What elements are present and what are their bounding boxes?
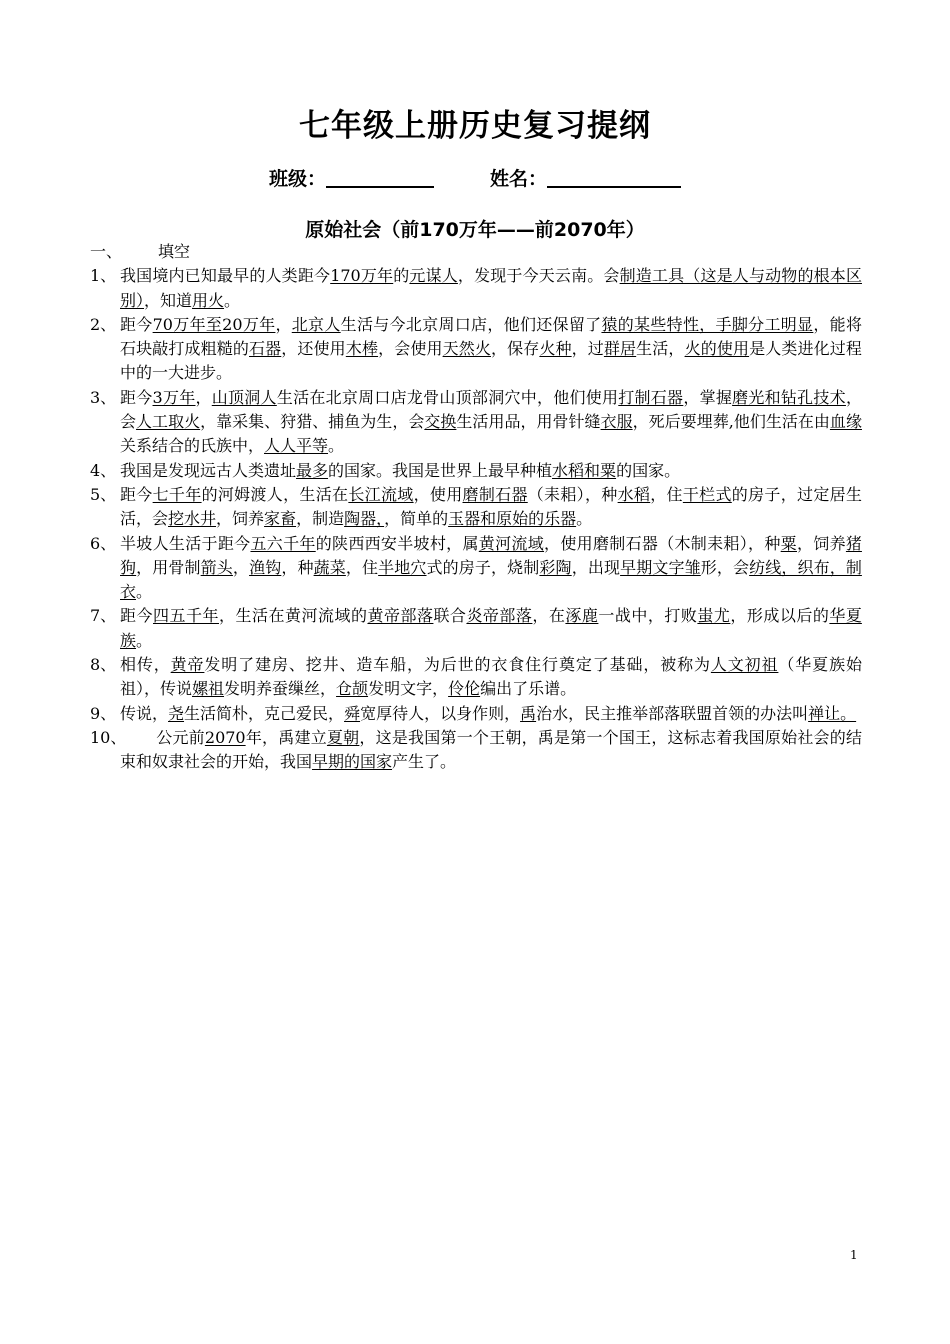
item-text: 年，禹建立	[245, 727, 327, 747]
page-number: 1	[850, 1248, 858, 1262]
answer-blank-text: 人工取火	[136, 412, 201, 432]
item-text: ，过	[571, 339, 604, 359]
name-blank[interactable]	[547, 166, 681, 188]
answer-blank-text: 70万年至20万年	[152, 314, 276, 334]
answer-blank-text: 彩陶	[539, 557, 572, 577]
answer-blank-text: 火种	[539, 339, 572, 359]
item-text: 。	[576, 509, 593, 529]
item-text: ，知道	[144, 290, 193, 310]
item-text: 距今	[120, 606, 153, 626]
item-text: ，靠采集、狩猎、捕鱼为生，会	[200, 412, 425, 432]
item-text: ，住	[345, 557, 379, 577]
item-text: （华夏族始祖），传说	[120, 655, 862, 699]
item-text: ，在	[532, 606, 566, 626]
item-list	[90, 264, 862, 774]
answer-blank-text: 水稻	[617, 484, 651, 504]
item-text: ，死后要埋葬,他们生活在由	[632, 412, 830, 432]
item-text: 宽厚待人，以身作则，	[360, 703, 521, 723]
item-text: 距今	[120, 484, 153, 504]
name-label: 姓名：	[490, 168, 548, 190]
list-item	[90, 726, 862, 775]
item-text: ，饲养	[216, 509, 265, 529]
answer-blank-text: 群居	[603, 339, 637, 359]
answer-blank-text: 天然火	[442, 339, 491, 359]
answer-blank-text: 打制石器	[618, 387, 684, 407]
item-text: ，还使用	[281, 339, 346, 359]
answer-blank-text: 用火	[192, 290, 225, 310]
answer-blank-text: 伶伦	[448, 679, 481, 699]
item-text: 一战中，打败	[598, 606, 698, 626]
list-item	[90, 532, 862, 605]
answer-blank-text: 黄河流域	[478, 533, 545, 553]
answer-blank-text: 火的使用	[684, 339, 750, 359]
item-text: ，掌握	[683, 387, 733, 407]
answer-blank-text: 仓颉	[336, 679, 369, 699]
part-heading-text: 填空	[158, 242, 191, 261]
item-number: 4、	[90, 460, 117, 480]
item-text: 。	[328, 436, 345, 456]
part-heading	[90, 240, 862, 264]
item-number: 9、	[90, 703, 117, 723]
item-text: 。	[136, 630, 153, 650]
part-number: 一、	[90, 242, 123, 261]
answer-blank-text: 元谋人	[409, 266, 458, 286]
answer-blank-text: 嫘祖	[192, 679, 225, 699]
item-text: ，种	[281, 557, 314, 577]
item-number: 10、	[90, 727, 127, 747]
answer-blank-text: 最多	[296, 460, 329, 480]
list-item	[90, 313, 862, 386]
answer-blank-text: 四五千年	[153, 606, 219, 626]
item-number: 7、	[90, 606, 117, 626]
item-text: ，形成以后的	[730, 606, 830, 626]
item-text: 我国是发现远古人类遗址	[120, 460, 297, 480]
answer-blank-text: 干栏式	[682, 484, 732, 504]
answer-blank-text: 木棒	[345, 339, 379, 359]
answer-blank-text: 长江流域	[348, 484, 414, 504]
class-blank[interactable]	[326, 166, 434, 188]
item-text: 传说，	[120, 703, 169, 723]
item-text: 的	[393, 266, 410, 286]
list-item	[90, 702, 862, 726]
item-text: 生活在北京周口店龙骨山顶部洞穴中，他们使用	[276, 387, 619, 407]
item-text: ，出现	[571, 557, 621, 577]
item-text: 的国家。我国是世界上最早种植	[328, 460, 553, 480]
item-text: ，住	[650, 484, 683, 504]
item-text: 是人类进化过程中的一大进步。	[120, 339, 862, 383]
answer-blank-text: 水稻和粟	[552, 460, 617, 480]
item-text: ，简单的	[384, 509, 449, 529]
item-text: 相传，	[120, 655, 171, 675]
item-number: 1、	[90, 266, 117, 286]
item-text: ，会使用	[378, 339, 443, 359]
item-text: ，保存	[490, 339, 540, 359]
item-text: 。	[224, 290, 241, 310]
answer-blank-text: 170万年	[330, 266, 394, 286]
answer-blank-text: 粟	[780, 533, 797, 553]
answer-blank-text: 蔬菜	[313, 557, 346, 577]
answer-blank-text: 渔钩	[249, 557, 282, 577]
student-info-line	[0, 164, 950, 191]
answer-blank-text: 猿的某些特性，手脚分工明显	[601, 314, 814, 334]
answer-blank-text: 陶器，	[344, 509, 385, 529]
item-text: 式的房子，烧制	[426, 557, 540, 577]
answer-blank-text: 山顶洞人	[211, 387, 277, 407]
item-text: 我国境内已知最早的人类距今	[120, 266, 331, 286]
item-text: 发明养蚕缫丝，	[224, 679, 337, 699]
item-text: 。	[136, 582, 153, 602]
item-number: 2、	[90, 314, 117, 334]
answer-blank-text: 半地穴	[378, 557, 427, 577]
item-text: （耒耜），种	[527, 484, 618, 504]
answer-blank-text: 猪狗	[120, 533, 862, 577]
item-text: ，制造	[296, 509, 345, 529]
list-item	[90, 264, 862, 313]
answer-blank-text: 衣服	[600, 412, 633, 432]
answer-blank-text: 早期文字雏	[620, 557, 701, 577]
item-text: ，生活在黄河流域的	[218, 606, 368, 626]
item-text: 关系结合的氏族中，	[120, 436, 265, 456]
item-text: 生活用品，用骨针缝	[456, 412, 601, 432]
list-item	[90, 386, 862, 459]
list-item	[90, 459, 862, 483]
answer-blank-text: 华夏族	[120, 606, 862, 650]
answer-blank-text: 3万年	[152, 387, 196, 407]
item-text: ，会	[120, 387, 862, 432]
item-text: 产生了。	[392, 752, 457, 772]
answer-blank-text: 家畜	[264, 509, 297, 529]
outline-content	[90, 240, 862, 775]
item-text: 的河姆渡人，生活在	[201, 484, 349, 504]
item-text: ，使用	[413, 484, 463, 504]
answer-blank-text: 石器	[249, 339, 282, 359]
item-text: 治水，民主推举部落联盟首领的办法叫	[536, 703, 809, 723]
answer-blank-text: 2070	[204, 727, 246, 747]
answer-blank-text: 箭头	[200, 557, 233, 577]
list-item	[90, 483, 862, 532]
item-text: ，	[232, 557, 250, 577]
answer-blank-text: 涿鹿	[565, 606, 599, 626]
item-text: 生活，	[636, 339, 685, 359]
list-item	[90, 604, 862, 653]
item-text: 的国家。	[616, 460, 681, 480]
item-text: 编出了乐谱。	[480, 679, 577, 699]
answer-blank-text: 北京人	[291, 314, 341, 334]
item-text: 距今	[120, 314, 153, 334]
answer-blank-text: 制造工具（这是人与动物的根本区别）	[120, 266, 862, 310]
item-text: ，	[275, 314, 292, 334]
document-title: 七年级上册历史复习提纲	[299, 108, 651, 144]
item-text: ，能将石块敲打成粗糙的	[120, 314, 862, 359]
answer-blank-text: 舜	[344, 703, 361, 723]
item-number: 6、	[90, 533, 117, 553]
answer-blank-text: 禹	[520, 703, 537, 723]
item-text: ，发现于今天云南。会	[457, 266, 620, 286]
item-text: 发明文字，	[368, 679, 449, 699]
answer-blank-text: 人文初祖	[710, 655, 779, 675]
item-text: ，用骨制	[136, 557, 201, 577]
item-text: 公元前	[156, 727, 205, 747]
item-number: 8、	[90, 655, 117, 675]
answer-blank-text: 尧	[168, 703, 185, 723]
item-number: 5、	[90, 484, 117, 504]
item-text: 生活与今北京周口店，他们还保留了	[340, 314, 602, 334]
list-item	[90, 653, 862, 702]
answer-blank-text: 禅让。	[808, 703, 857, 723]
answer-blank-text: 血缘	[829, 412, 862, 432]
item-text: ，	[195, 387, 212, 407]
answer-blank-text: 人人平等	[264, 436, 329, 456]
item-text: 联合	[433, 606, 467, 626]
class-label: 班级：	[268, 168, 326, 190]
item-text: ，饲养	[796, 533, 846, 553]
item-text: 的房子，过定居生活，会	[120, 484, 862, 529]
answer-blank-text: 夏朝	[326, 727, 360, 747]
answer-blank-text: 黄帝	[170, 655, 205, 675]
answer-blank-text: 七千年	[152, 484, 202, 504]
item-text: ，这是我国第一个王朝，禹是第一个国王，这标志着我国原始社会的结束和奴隶社会的开始，我国	[120, 727, 862, 772]
answer-blank-text: 早期的国家	[312, 752, 393, 772]
answer-blank-text: 磨制石器	[462, 484, 528, 504]
item-text: 距今	[120, 387, 153, 407]
answer-blank-text: 黄帝部落	[367, 606, 434, 626]
item-text: 发明了建房、挖井、造车船，为后世的衣食住行奠定了基础，被称为	[204, 655, 711, 675]
answer-blank-text: 五六千年	[250, 533, 316, 553]
item-text: 形，会	[700, 557, 750, 577]
item-number: 3、	[90, 387, 117, 407]
answer-blank-text: 炎帝部落	[466, 606, 533, 626]
item-text: 的陕西西安半坡村，属	[315, 533, 479, 553]
item-text: ，使用磨制石器（木制耒耜），种	[544, 533, 781, 553]
answer-blank-text: 挖水井	[168, 509, 217, 529]
item-text: 生活简朴，克己爱民，	[184, 703, 345, 723]
section-title: 原始社会（前170万年——前2070年）	[305, 219, 645, 241]
answer-blank-text: 玉器和原始的乐器	[448, 509, 577, 529]
item-text: 半坡人生活于距今	[120, 533, 251, 553]
answer-blank-text: 纺线，织布，制衣	[120, 557, 862, 602]
answer-blank-text: 交换	[424, 412, 457, 432]
answer-blank-text: 磨光和钻孔技术	[732, 387, 846, 407]
answer-blank-text: 蚩尤	[697, 606, 731, 626]
